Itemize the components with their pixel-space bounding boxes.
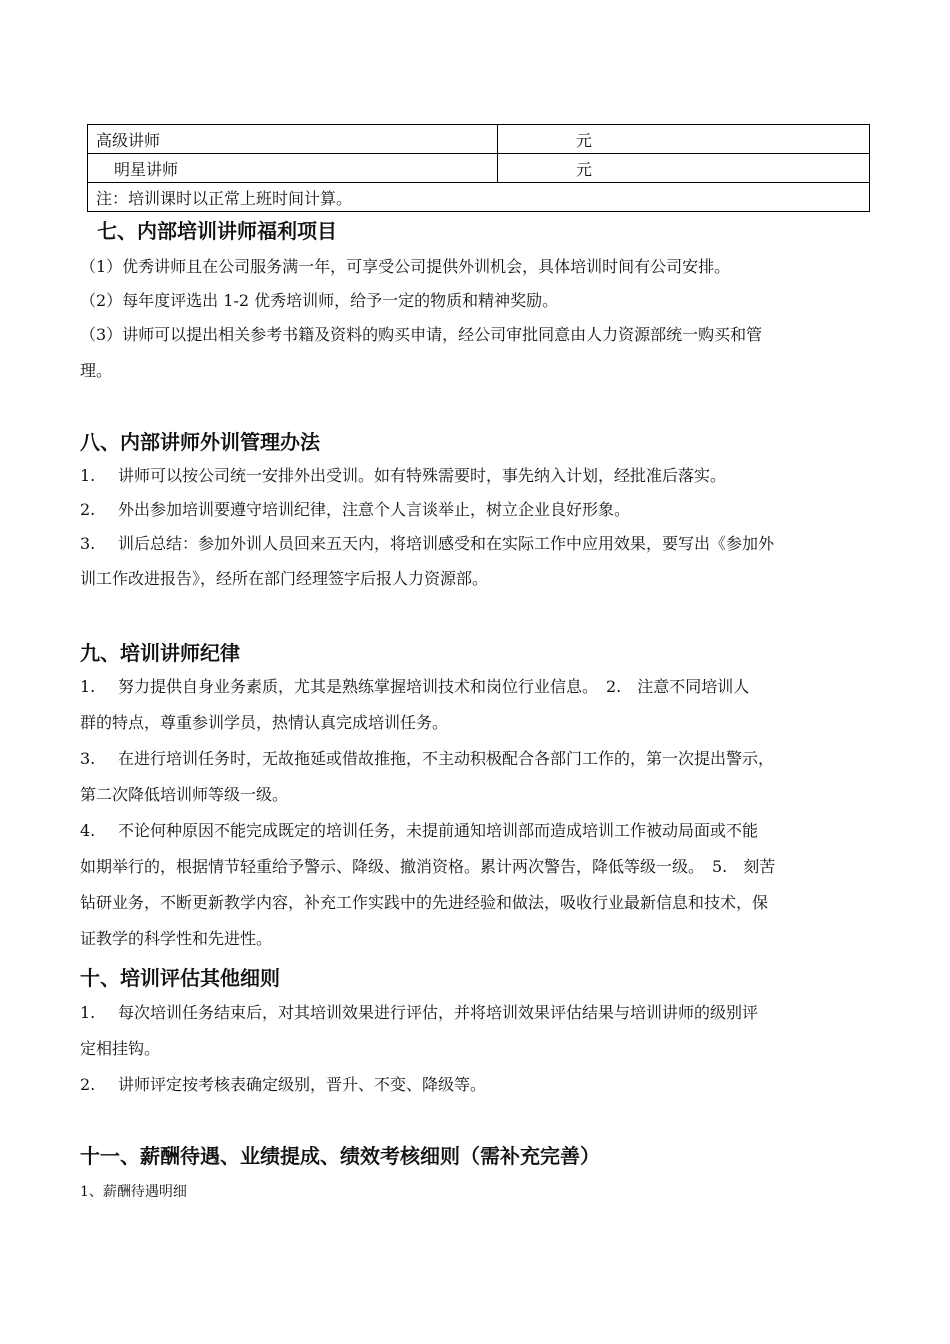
list-text: 不论何种原因不能完成既定的培训任务，未提前通知培训部而造成培训工作被动局面或不能: [118, 821, 759, 840]
s9-line-2: 群的特点，尊重参训学员，热情认真完成培训任务。: [80, 713, 449, 732]
list-number: 3.: [80, 749, 96, 768]
list-number: 1.: [80, 466, 96, 485]
s10-line-2: 定相挂钩。: [80, 1039, 161, 1058]
s10-line-3: [80, 1072, 486, 1095]
section-8-title: 八、内部讲师外训管理办法: [80, 430, 320, 454]
list-text: 外出参加培训要遵守培训纪律，注意个人言谈举止，树立企业良好形象。: [118, 500, 631, 519]
s9-line-3: [80, 746, 774, 769]
list-number: 3.: [80, 534, 96, 553]
section-7-title: 七、内部培训讲师福利项目: [97, 219, 337, 243]
section-10-title: 十、培训评估其他细则: [80, 966, 280, 990]
s8-item-2: [80, 497, 630, 520]
list-number: 2.: [80, 500, 96, 519]
s8-item-1: [80, 463, 726, 486]
instructor-fee-table: [87, 124, 870, 212]
list-number: 4.: [80, 821, 96, 840]
list-number: 1.: [80, 677, 96, 696]
s9-line-7: 钻研业务，不断更新教学内容，补充工作实践中的先进经验和做法，吸收行业最新信息和技术，保: [80, 893, 769, 912]
list-number: 1.: [80, 1003, 96, 1022]
list-text: 训后总结：参加外训人员回来五天内，将培训感受和在实际工作中应用效果，要写出《参加外: [118, 534, 775, 553]
table-row: [88, 154, 870, 183]
list-text: 努力提供自身业务素质，尤其是熟练掌握培训技术和岗位行业信息。 2. 注意不同培训人: [118, 677, 750, 696]
s9-line-8: 证教学的科学性和先进性。: [80, 929, 273, 948]
section-9-title: 九、培训讲师纪律: [80, 641, 240, 665]
table-cell-value: 元: [498, 125, 870, 154]
s9-line-6: 如期举行的，根据情节轻重给予警示、降级、撤消资格。累计两次警告，降低等级一级。 5. 刻苦: [80, 857, 776, 876]
list-text: 讲师评定按考核表确定级别，晋升、不变、降级等。: [118, 1075, 487, 1094]
table-row: [88, 183, 870, 212]
list-number: 2.: [80, 1075, 96, 1094]
s8-item-3: [80, 531, 774, 554]
s9-line-4: 第二次降低培训师等级一级。: [80, 785, 289, 804]
s7-item-1: （1）优秀讲师且在公司服务满一年，可享受公司提供外训机会，具体培训时间有公司安排。: [80, 257, 731, 276]
list-text: 每次培训任务结束后，对其培训效果进行评估，并将培训效果评估结果与培训讲师的级别评: [118, 1003, 759, 1022]
table-cell-title: 明星讲师: [88, 154, 498, 183]
list-text: 讲师可以按公司统一安排外出受训。如有特殊需要时，事先纳入计划，经批准后落实。: [118, 466, 727, 485]
s7-item-3: （3）讲师可以提出相关参考书籍及资料的购买申请，经公司审批同意由人力资源部统一购买和管: [80, 325, 763, 344]
s9-line-5: [80, 818, 758, 841]
list-text: 在进行培训任务时，无故拖延或借故推拖，不主动积极配合各部门工作的，第一次提出警示，: [118, 749, 775, 768]
section-11-title: 十一、薪酬待遇、业绩提成、绩效考核细则（需补充完善）: [80, 1144, 600, 1168]
s7-item-2: （2）每年度评选出 1-2 优秀培训师，给予一定的物质和精神奖励。: [80, 291, 559, 310]
s7-item-3-cont: 理。: [80, 361, 113, 380]
table-cell-title: 高级讲师: [88, 125, 498, 154]
s9-line-1: [80, 674, 749, 697]
table-cell-value: 元: [498, 154, 870, 183]
s10-line-1: [80, 1000, 758, 1023]
table-row: [88, 125, 870, 154]
s11-subtitle: 1、薪酬待遇明细: [80, 1184, 187, 1200]
table-note: 注：培训课时以正常上班时间计算。: [88, 183, 870, 212]
s8-item-3-cont: 训工作改进报告》，经所在部门经理签字后报人力资源部。: [80, 569, 489, 588]
